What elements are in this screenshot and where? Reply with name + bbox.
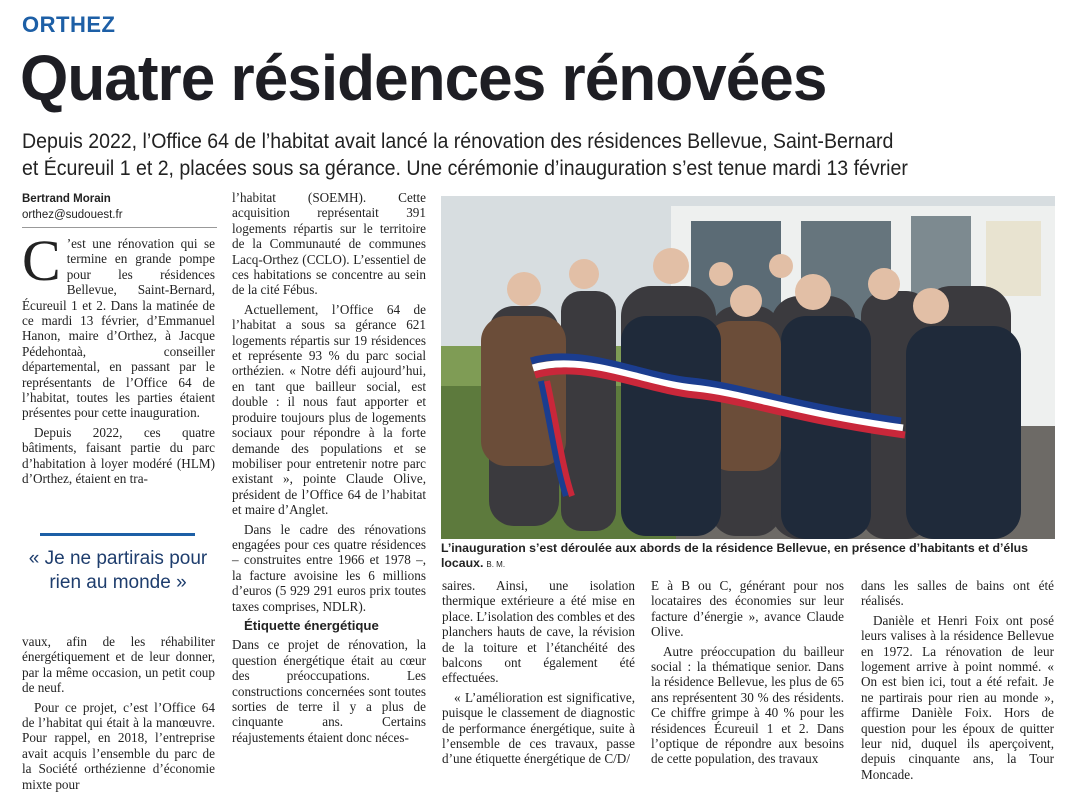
paragraph: Autre préoccupation du bailleur social : la thématique senior. Dans la résidence Bellevue, les plus de 65 ans représentent 30 % des résidents. Ce chiffre grimpe à 40 % pour les résidences Écureuil 1 et 2. Dans l’optique de répondre aux besoins de cette population, des travaux — [651, 643, 844, 767]
column-3 — [442, 578, 635, 771]
standfirst-line-2: et Écureuil 1 et 2, placées sous sa gérance. Une cérémonie d’inauguration s’est tenue mardi 13 février — [22, 157, 908, 180]
column-1-top — [22, 228, 215, 491]
drop-cap: C — [22, 228, 61, 293]
author-name: Bertrand Morain — [22, 193, 111, 205]
column-4 — [651, 578, 844, 771]
paragraph: Actuellement, l’Office 64 de l’habitat a sous sa gérance 621 logements répartis sur 19 résidences et représente 93 % du parc social orthézien. « Notre défi aujourd’hui, en tant que bailleur social, est double : il nous faut apporter et produire toujours plus de logements sociaux pour répondre à la forte demande des populations et se mobiliser pour entretenir notre parc existant », pointe Claude Olive, président de l’Office 64 de l’habitat et maire d’Anglet. — [232, 301, 426, 518]
column-2 — [232, 190, 426, 749]
column-1-bottom — [22, 634, 215, 796]
photo-caption — [441, 541, 1055, 572]
subheading: Étiquette énergétique — [244, 617, 379, 633]
column-5 — [861, 578, 1054, 786]
paragraph: saires. Ainsi, une isolation thermique extérieure a été mise en place. L’isolation des combles et des planchers hauts de cave, la révision de la toiture et l’étanchéité des balcons ont également été effectuées. — [442, 578, 635, 686]
photo-illustration — [441, 196, 1055, 539]
paragraph: Dans le cadre des rénovations engagées pour ces quatre résidences – construites entre 1966 et 1978 –, la facture avoisine les 6 millions d’euros (5 929 291 euros prix toutes taxes comprises, NDLR). — [232, 521, 426, 614]
article-headline: Quatre résidences rénovées — [20, 42, 827, 114]
paragraph: vaux, afin de les réhabiliter énergétiquement et de leur donner, par la même occasion, un petit coup de neuf. — [22, 634, 215, 696]
paragraph: E à B ou C, générant pour nos locataires des économies sur leur facture d’énergie », avance Claude Olive. — [651, 578, 844, 640]
pullquote: « Je ne partirais pour rien au monde » — [28, 548, 208, 593]
paragraph: « L’amélioration est significative, puisque le classement de diagnostic de performance énergétique, suite à l’ensemble de ces travaux, passe d’une étiquette énergétique de C/D/ — [442, 689, 635, 767]
paragraph: dans les salles de bains ont été réalisés. — [861, 578, 1054, 609]
lead-paragraph — [22, 228, 215, 421]
paragraph: Pour ce projet, c’est l’Office 64 de l’habitat qui était à la manœuvre. Pour rappel, en 2018, l’entreprise avait acquis l’ensemble du parc de la Société orthézienne d’économie mixte pour — [22, 699, 215, 792]
author-email[interactable]: orthez@sudouest.fr — [22, 209, 123, 221]
section-kicker: ORTHEZ — [22, 12, 116, 37]
paragraph: Danièle et Henri Foix ont posé leurs valises à la résidence Bellevue en 1972. La rénovation de leur logement arrive à point nommé. « On est bien ici, tout a été refait. Je ne partirais pour rien au monde », affirme Danièle Foix. Hors de question pour les époux de quitter leur nid, duquel ils aperçoivent, depuis cinquante ans, la Tour Moncade. — [861, 612, 1054, 782]
photo-credit: B. M. — [486, 560, 506, 569]
paragraph: l’habitat (SOEMH). Cette acquisition représentait 391 logements répartis sur le territoire de la Communauté de communes Lacq-Orthez (CCLO). L’essentiel de ces habitations se concentre au sein de la cité Fébus. — [232, 190, 426, 298]
paragraph: Dans ce projet de rénovation, la question énergétique était au cœur des préoccupations. Les constructions concernées sont toutes sorties de terre il y a plus de cinquante ans. Certains réajustements étaient donc néces- — [232, 637, 426, 745]
caption-text: L’inauguration s’est déroulée aux abords de la résidence Bellevue, en présence d’habitants et d’élus locaux. — [441, 541, 1029, 570]
pullquote-rule — [40, 533, 195, 536]
inauguration-photo — [441, 196, 1055, 539]
standfirst-line-1: Depuis 2022, l’Office 64 de l’habitat avait lancé la rénovation des résidences Bellevue, Saint-Bernard — [22, 130, 894, 153]
paragraph: Depuis 2022, ces quatre bâtiments, faisant partie du parc d’habitation à loyer modéré (HLM) d’Orthez, étaient en tra- — [22, 424, 215, 487]
lead-paragraph-text: ’est une rénovation qui se termine en grande pompe pour les résidences Bellevue, Saint-Bernard, Écureuil 1 et 2. Dans la matinée de ce mardi 13 février, d’Emmanuel Hanon, maire d’Orthez, à Jacque Pédehontaà, conseiller départemental, en passant par le représentants de l’Office 64 de l’habitat, toutes les parties étaient présentes pour cette inauguration. — [22, 236, 215, 421]
article-standfirst — [22, 128, 1062, 182]
